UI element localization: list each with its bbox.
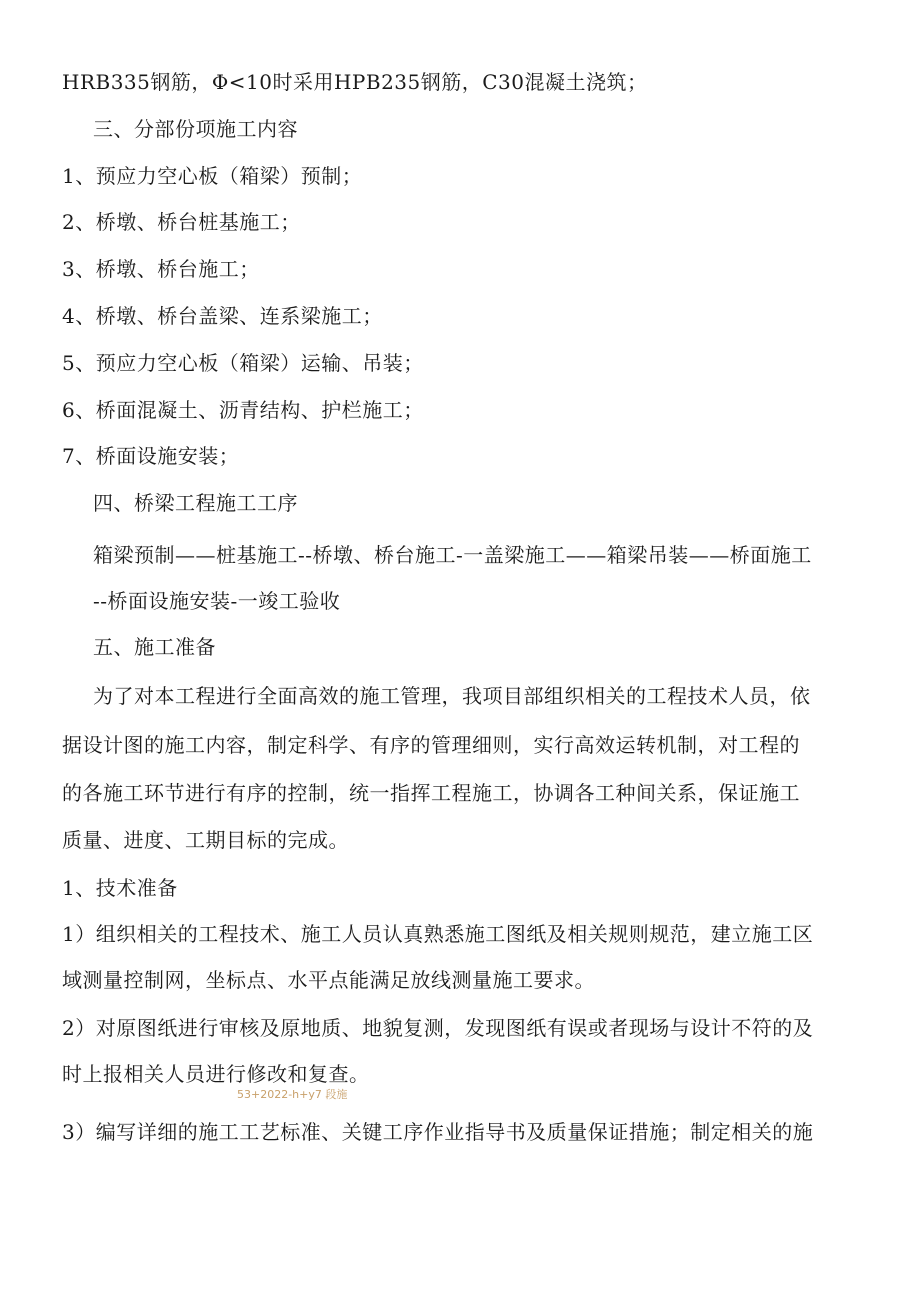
item-1-line-2: 域测量控制网，坐标点、水平点能满足放线测量施工要求。	[62, 968, 595, 992]
paragraph-line-2: 据设计图的施工内容，制定科学、有序的管理细则，实行高效运转机制，对工程的	[62, 733, 800, 757]
list-item-3: 3、桥墩、桥台施工；	[62, 257, 260, 281]
item-3-line-1: 3）编写详细的施工工艺标准、关键工序作业指导书及质量保证措施；制定相关的施	[62, 1120, 814, 1144]
section-heading-5: 五、施工准备	[93, 635, 216, 659]
process-sequence-line-1: 箱梁预制——桩基施工--桥墩、桥台施工-一盖梁施工——箱梁吊装——桥面施工	[93, 543, 812, 567]
list-item-4: 4、桥墩、桥台盖梁、连系梁施工；	[62, 304, 383, 328]
handwritten-annotation: 53+2022-h+y7 段施	[237, 1088, 348, 1101]
text-line-rebar-spec: HRB335钢筋，Φ<10时采用HPB235钢筋，C30混凝土浇筑；	[62, 70, 648, 94]
section-heading-3: 三、分部份项施工内容	[93, 117, 298, 141]
paragraph-line-3: 的各施工环节进行有序的控制，统一指挥工程施工，协调各工种间关系，保证施工	[62, 781, 800, 805]
list-item-7: 7、桥面设施安装；	[62, 444, 240, 468]
paragraph-line-1: 为了对本工程进行全面高效的施工管理，我项目部组织相关的工程技术人员，依	[93, 684, 811, 708]
list-item-2: 2、桥墩、桥台桩基施工；	[62, 210, 301, 234]
item-2-line-1: 2）对原图纸进行审核及原地质、地貌复测，发现图纸有误或者现场与设计不符的及	[62, 1016, 814, 1040]
paragraph-line-4: 质量、进度、工期目标的完成。	[62, 828, 349, 852]
item-2-line-2: 时上报相关人员进行修改和复查。	[62, 1062, 370, 1086]
list-item-1: 1、预应力空心板（箱梁）预制；	[62, 164, 363, 188]
list-item-5: 5、预应力空心板（箱梁）运输、吊装；	[62, 351, 424, 375]
process-sequence-line-2: --桥面设施安装-一竣工验收	[93, 589, 341, 613]
list-item-6: 6、桥面混凝土、沥青结构、护栏施工；	[62, 398, 424, 422]
item-1-line-1: 1）组织相关的工程技术、施工人员认真熟悉施工图纸及相关规则规范，建立施工区	[62, 922, 814, 946]
subsection-heading-1: 1、技术准备	[62, 876, 178, 900]
section-heading-4: 四、桥梁工程施工工序	[93, 491, 298, 515]
